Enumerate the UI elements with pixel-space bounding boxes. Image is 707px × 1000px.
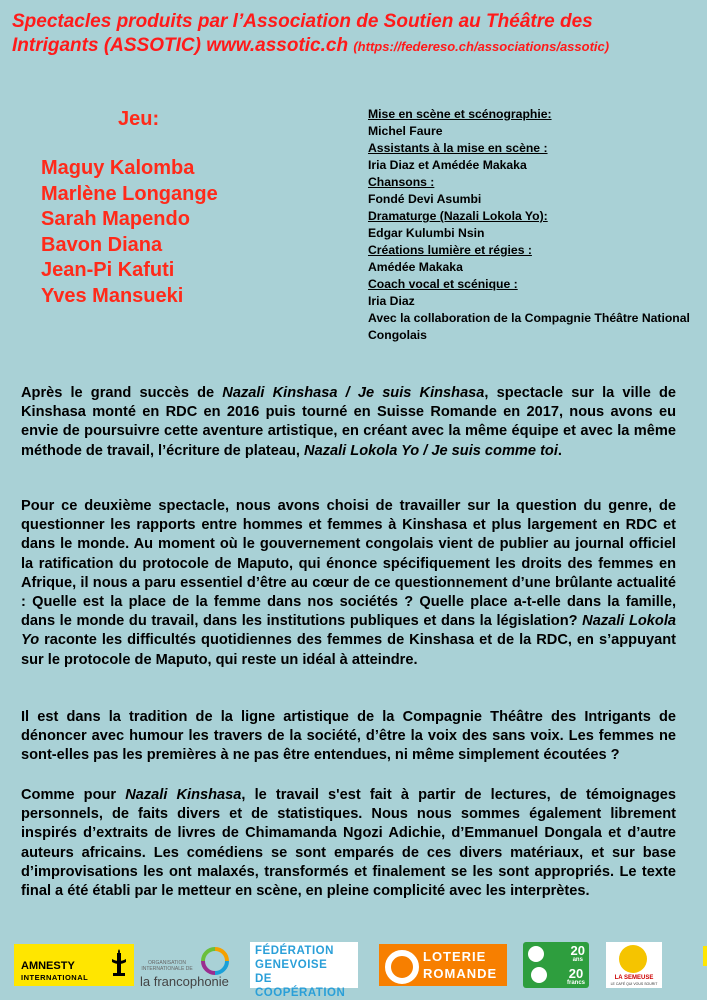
text-span: , le travail s'est fait à partir de lectures, de témoignages personnels, de faits divers et de statistiques. Nous nous sommes également librement inspirés d’extraits de livres de Chimamanda Ngozi Adichie, d’Emmanuel Dongala et d’autre auteurs africains. Les comédiens se sont emparés de ces divers matériaux, et sur base d’improvisations les ont malaxés, transformés et finalement se les sont appropriés. Le texte final a été établi par le metteur en scène, en pleine complicité avec les interprètes. — [21, 787, 676, 900]
loterie-romande-logo — [379, 944, 507, 986]
cast-member: Bavon Diana — [41, 233, 163, 256]
title-italic: Nazali Lokola Yo / Je suis comme toi — [304, 442, 558, 459]
cast-member: Marlène Longange — [41, 182, 218, 205]
logo-text: LA SEMEUSE — [614, 975, 654, 981]
credit-role: Dramaturge (Nazali Lokola Yo): — [368, 209, 548, 223]
la-semeuse-logo — [606, 942, 662, 988]
candle-icon — [110, 949, 128, 981]
text-span: Après le grand succès de — [21, 385, 223, 401]
fedevaco-logo — [250, 942, 358, 999]
text-span: . — [557, 442, 562, 459]
paragraph-method — [21, 786, 676, 901]
logo-text: LE CAFÉ QUI VOUS SOURIT — [610, 982, 658, 986]
credit-role: Créations lumière et régies : — [368, 243, 532, 257]
logo-text: LOTERIE — [423, 949, 487, 964]
credits-list — [368, 106, 698, 344]
cast-list — [41, 156, 218, 309]
header-line-1: Spectacles produits par l’Association de Soutien au Théâtre des — [12, 11, 593, 32]
sun-icon — [619, 945, 647, 973]
credit-name: Michel Faure — [368, 124, 443, 138]
logo-number: 20 — [570, 943, 585, 958]
title-italic: Nazali Kinshasa / Je suis Kinshasa — [222, 385, 485, 401]
header-link[interactable]: (https://federeso.ch/associations/assotic) — [353, 39, 610, 54]
vingt-ans-logo — [523, 942, 589, 988]
amnesty-logo — [14, 944, 134, 986]
credit-name: Fondé Devi Asumbi — [368, 192, 482, 206]
logo-text: la francophonie — [140, 974, 229, 989]
paragraph-intro — [21, 384, 676, 461]
text-span: Comme pour — [21, 787, 126, 803]
header-org: Intrigants (ASSOTIC) www.assotic.ch — [12, 35, 349, 56]
face-icon — [528, 946, 544, 962]
face-icon — [531, 967, 547, 983]
credit-role: Assistants à la mise en scène : — [368, 141, 548, 155]
logo-text: ROMANDE — [423, 966, 498, 981]
cast-member: Sarah Mapendo — [41, 208, 190, 230]
text-span: Il est dans la tradition de la ligne artistique de la Compagnie Théâtre des Intrigants de dénoncer avec humour les travers de la société, d’être la voix des sans voix. Les femmes ne sont-elles pas les premières à ne pas être entendues, ni même simplement écoutées ? — [21, 709, 676, 764]
logo-text — [571, 945, 585, 964]
credit-name: Iria Diaz et Amédée Makaka — [368, 158, 527, 172]
logo-text — [567, 968, 585, 987]
francophonie-ring-icon — [200, 946, 230, 976]
logo-number: 20 — [568, 966, 584, 981]
paragraph-theme — [21, 497, 676, 670]
text-span: raconte les difficultés quotidiennes des femmes de Kinshasa et de la RDC, en s’appuyant sur le protocole de Maputo, qui reste un idéal à atteindre. — [21, 632, 676, 668]
logo-subtext: francs — [566, 980, 585, 986]
logo-text: INTERNATIONAL — [21, 973, 89, 982]
text-span: , spectacle sur la ville de Kinshasa monté en RDC en 2016 puis tourné en Suisse Romande en 2017, nous avons eu envie de poursuivre cette aventure artistique, en créant avec la même équipe et avec la même méthode de travail, l’écriture de plateau, — [21, 385, 676, 459]
cast-member: Jean-Pi Kafuti — [41, 259, 175, 281]
credit-name: Amédée Makaka — [368, 260, 463, 274]
logo-text: DE COOPÉRATION — [255, 973, 346, 999]
credit-name: Iria Diaz — [368, 294, 415, 308]
cast-member: Maguy Kalomba — [41, 157, 195, 179]
paragraph-tradition — [21, 708, 676, 766]
logo-text: ORGANISATION INTERNATIONALE DE — [141, 960, 193, 972]
francophonie-logo — [138, 944, 234, 988]
text-span: Pour ce deuxième spectacle, nous avons choisi de travailler sur la question du genre, de questionner les rapports entre hommes et femmes à Kinshasa et plus largement en RDC et dans le monde. Au moment où le gouvernement congolais vient de publier au journal officiel la ratification du protocole de Maputo, qui énonce spécifiquement les droits des femmes en Afrique, il nous a paru essentiel d’être au cœur de ce questionnement d’une brûlante actualité : Quelle est la place de la femme dans nos sociétés ? Quelle place a-t-elle dans la famille, dans le monde du travail, dans les institutions publiques et dans la législation? — [21, 498, 676, 630]
header-title — [12, 10, 702, 59]
credit-name: Edgar Kulumbi Nsin — [368, 226, 485, 240]
logo-text: AMNESTY — [21, 960, 75, 972]
cast-member: Yves Mansueki — [41, 284, 184, 307]
credit-role: Chansons : — [368, 175, 435, 189]
credit-role: Coach vocal et scénique : — [368, 277, 518, 291]
credit-role: Mise en scène et scénographie: — [368, 107, 552, 121]
logo-text: GENEVOISE — [255, 959, 328, 971]
partial-logo — [703, 946, 707, 966]
credit-name: Avec la collaboration de la Compagnie Théâtre National Congolais — [368, 311, 690, 342]
title-italic: Nazali Lokola Yo — [21, 613, 676, 649]
logo-subtext: ans — [572, 957, 583, 963]
title-italic: Nazali Kinshasa — [125, 787, 242, 803]
logo-text: FÉDÉRATION — [255, 945, 334, 957]
sponsor-logos — [0, 940, 707, 999]
cast-title: Jeu: — [118, 108, 160, 130]
circle-icon — [385, 950, 419, 984]
header-line-2 — [12, 34, 702, 59]
